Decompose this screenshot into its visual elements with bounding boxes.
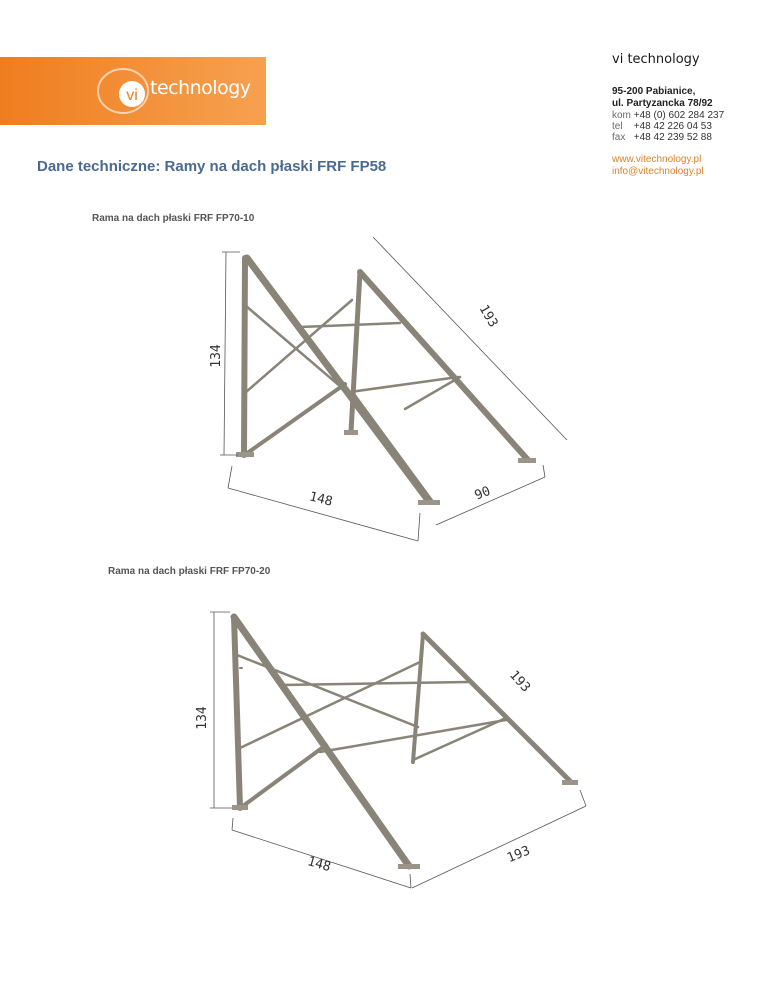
website-link[interactable]: www.vitechnology.pl	[612, 154, 702, 165]
company-name: vi technology	[612, 52, 700, 67]
logo-mark-text: vi	[126, 87, 138, 104]
page-title: Dane techniczne: Ramy na dach płaski FRF FP58	[37, 158, 387, 175]
frame-2-length-dim: 193	[506, 667, 534, 696]
contact-label: tel	[612, 121, 623, 132]
frame-2-steel	[234, 617, 571, 866]
frame-1-height-dim: 134	[209, 344, 224, 368]
frame-1-width-dim: 148	[307, 489, 335, 510]
contact-label: kom	[612, 110, 631, 121]
frame-1-label: Rama na dach płaski FRF FP70-10	[92, 213, 255, 224]
address-line-1: 95-200 Pabianice,	[612, 86, 696, 97]
address-line-2: ul. Partyzancka 78/92	[612, 98, 713, 109]
frame-1-depth-dim: 90	[472, 483, 493, 504]
frame-2-label: Rama na dach płaski FRF FP70-20	[108, 566, 271, 577]
email-link[interactable]: info@vitechnology.pl	[612, 166, 704, 177]
logo-wordmark: technology	[150, 77, 251, 99]
contact-value: +48 42 239 52 88	[633, 132, 712, 143]
contact-value: +48 42 226 04 53	[633, 121, 712, 132]
contact-value: +48 (0) 602 284 237	[633, 110, 725, 121]
frame-2-depth-dim: 193	[504, 843, 533, 867]
frame-2-height-dim: 134	[195, 706, 210, 730]
frame-1-length-dim: 193	[475, 302, 501, 331]
contact-label: fax	[612, 132, 626, 143]
frame-2-width-dim: 148	[305, 854, 333, 876]
